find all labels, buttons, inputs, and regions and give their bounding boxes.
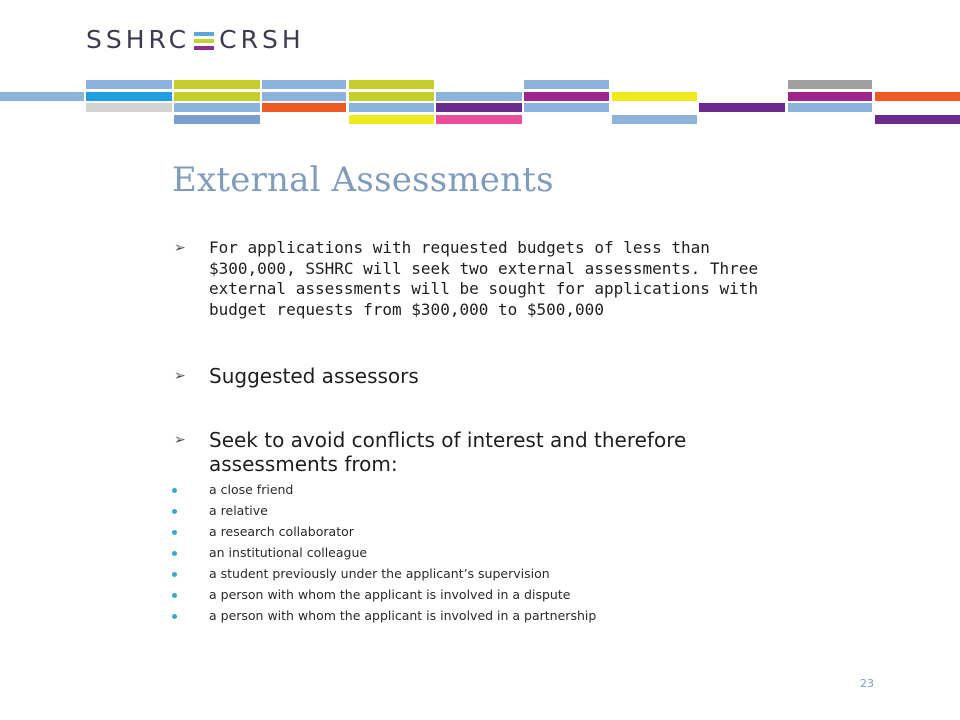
dot-bullet-icon (172, 509, 177, 514)
dot-bullet-icon (172, 572, 177, 577)
band-block (788, 103, 872, 112)
band-block (174, 103, 260, 112)
band-block (612, 115, 697, 124)
band-block (875, 115, 960, 124)
list-item: a student previously under the applicant’s supervision (209, 566, 550, 581)
page-number: 23 (860, 677, 874, 690)
list-item: a person with whom the applicant is involved in a dispute (209, 587, 571, 602)
band-block (262, 103, 346, 112)
arrow-bullet-icon: ➢ (174, 240, 186, 256)
band-block (875, 92, 960, 101)
logo-right-text: CRSH (219, 25, 305, 54)
dot-bullet-icon (172, 551, 177, 556)
band-block (524, 92, 609, 101)
list-item: an institutional colleague (209, 545, 368, 560)
list-item: a relative (209, 503, 268, 518)
dot-bullet-icon (172, 593, 177, 598)
band-block (349, 103, 434, 112)
band-block (788, 92, 872, 101)
band-block (86, 92, 172, 101)
band-block (174, 80, 260, 89)
band-block (86, 103, 172, 112)
suggested-assessors-text: Suggested assessors (209, 364, 419, 388)
dot-bullet-icon (172, 488, 177, 493)
arrow-bullet-icon: ➢ (174, 432, 186, 448)
band-block (524, 103, 609, 112)
band-block (612, 92, 697, 101)
band-block (86, 80, 172, 89)
band-block (174, 115, 260, 124)
band-block (699, 103, 785, 112)
band-block (349, 80, 434, 89)
band-block (262, 80, 346, 89)
slide-title: External Assessments (172, 160, 554, 200)
dot-bullet-icon (172, 614, 177, 619)
band-block (349, 115, 434, 124)
dot-bullet-icon (172, 530, 177, 535)
band-block (349, 92, 434, 101)
list-item: a research collaborator (209, 524, 354, 539)
band-block (436, 92, 522, 101)
band-block (174, 92, 260, 101)
band-block (436, 103, 522, 112)
decorative-color-band (0, 0, 960, 130)
logo-left-text: SSHRC (86, 25, 191, 54)
band-block (0, 92, 84, 101)
band-block (262, 92, 346, 101)
arrow-bullet-icon: ➢ (174, 368, 186, 384)
band-block (524, 80, 609, 89)
conflicts-of-interest-text: Seek to avoid conflicts of interest and therefore assessments from: (209, 428, 687, 476)
band-block (788, 80, 872, 89)
budget-assessment-text: For applications with requested budgets of less than $300,000, SSHRC will seek two external assessments. Three external assessments will be sought for applications with budget requests from $300,000 to $500,000 (209, 238, 759, 319)
list-item: a person with whom the applicant is involved in a partnership (209, 608, 597, 623)
band-block (436, 115, 522, 124)
list-item: a close friend (209, 482, 294, 497)
